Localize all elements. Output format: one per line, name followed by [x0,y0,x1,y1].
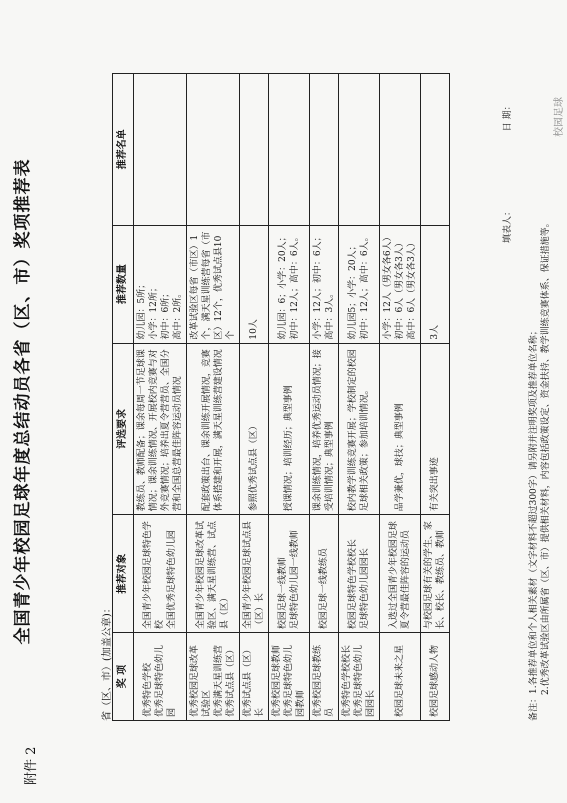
header-count: 推荐数量 [113,225,134,343]
cell-target: 校园足球一线教练员 [310,515,339,633]
table-row [269,74,310,721]
watermark: 校园足球 [554,97,565,137]
cell-criteria: 课余训练情况，培养优秀运动员情况；接受培训情况；典型事例 [310,343,339,515]
cell-list[interactable] [269,74,310,226]
cell-item: 优秀特色学校校长 优秀足球特色幼儿园园长 [339,633,380,721]
cell-count: 10人 [240,225,269,343]
notes [528,61,552,721]
cell-list[interactable] [240,74,269,226]
cell-target: 全国青少年校园足球特色学校 全国优秀足球特色幼儿园 [134,515,187,633]
cell-count: 小学：12人（男女各6人） 初中：6人（男女各3人） 高中：6人（男女各3人） [380,225,421,343]
table-row [187,74,240,721]
cell-item: 优秀校园足球改革试验区 优秀满天星训练营 优秀试点县（区） [187,633,240,721]
cell-count: 幼儿园：6；小学：20人； 初中：12人；高中：6人。 [269,225,310,343]
note-2: 2.优秀改革试验区由所属省（区、市）提供相关材料，内容包括政策设定、资金扶持、教学训练竞赛体系、保证措施等。 [541,218,551,695]
table-row [310,74,339,721]
table-row [240,74,269,721]
cell-count: 3人 [421,225,450,343]
cell-criteria: 参照优秀试点县（区） [240,343,269,515]
cell-target: 全国青少年校园足球试点县（区）长 [240,515,269,633]
date-label: 日 期： [503,101,513,132]
cell-criteria: 校内教学训练竞赛开展；学校制定的校园足球相关政策；参加培训情况。 [339,343,380,515]
cell-criteria: 教练员、教师配备；课余每周一节足球课情况；课余训练情况、开展校内竞赛与对外竞赛情况；培养出夏令营营员、全国分营和全国总营最佳阵容运动员情况 [134,343,187,515]
header-criteria: 评选要求 [113,343,134,515]
cell-target: 全国青少年校园足球改革试验区、满天星训练营、试点县（区） [187,515,240,633]
filler-label: 填表人： [503,206,513,243]
sign-area [500,101,513,243]
cell-target: 校园足球特色学校校长 足球特色幼儿园园长 [339,515,380,633]
table-row [339,74,380,721]
table-row [380,74,421,721]
cell-count: 幼儿园：5所； 小学：12所； 初中：6所； 高中：2所。 [134,225,187,343]
cell-target: 校园足球一线教师 足球特色幼儿园一线教师 [269,515,310,633]
cell-item: 优秀试点县（区）长 [240,633,269,721]
cell-item: 优秀特色学校 优秀足球特色幼儿园 [134,633,187,721]
header-target: 推荐对象 [113,515,134,633]
nomination-table [112,73,450,721]
cell-item: 优秀校园足球教师 优秀足球特色幼儿园教师 [269,633,310,721]
cell-criteria: 配套政策出台、课余训练开展情况，竞赛体系搭建和开展，满天星训练营建设情况 [187,343,240,515]
cell-list[interactable] [339,74,380,226]
table-row [134,74,187,721]
cell-target: 与校园足球有关的学生、家长、校长、教练员、教师 [421,515,450,633]
table-header-row [113,74,134,721]
header-item: 奖 项 [113,633,134,721]
cell-count: 改革试验区每省（市区）1个，满天星训练营每省（市区）12个，优秀试点县10个 [187,225,240,343]
cell-target: 入选过全国青少年校园足球夏令营最佳阵容的运动员 [380,515,421,633]
cell-criteria: 品学兼优，球技；典型事例 [380,343,421,515]
cell-list[interactable] [380,74,421,226]
province-line: 省（区、市）(加盖公章)： [102,603,113,721]
cell-criteria: 授课情况；培训经历；典型事例 [269,343,310,515]
annex-label: 附件 2 [24,746,39,785]
cell-criteria: 有关突出事迹 [421,343,450,515]
cell-item: 校园足球感动人物 [421,633,450,721]
cell-item: 优秀校园足球教练员 [310,633,339,721]
cell-list[interactable] [421,74,450,226]
cell-count: 小学：12人；初中：6人； 高中：3人。 [310,225,339,343]
cell-list[interactable] [310,74,339,226]
cell-list[interactable] [134,74,187,226]
cell-list[interactable] [187,74,240,226]
document-title: 全国青少年校园足球年度总结动员各省（区、市）奖项推荐表 [13,158,33,645]
header-list: 推荐名单 [113,74,134,226]
note-1: 备注：1.各推荐单位和个人相关素材（文字材料不超过300字）请另附并注明奖项及推荐单位名称； [529,326,539,721]
cell-count: 幼儿园5；小学：20人； 初中：12人；高中：6人。 [339,225,380,343]
table-row [421,74,450,721]
cell-item: 校园足球未来之星 [380,633,421,721]
